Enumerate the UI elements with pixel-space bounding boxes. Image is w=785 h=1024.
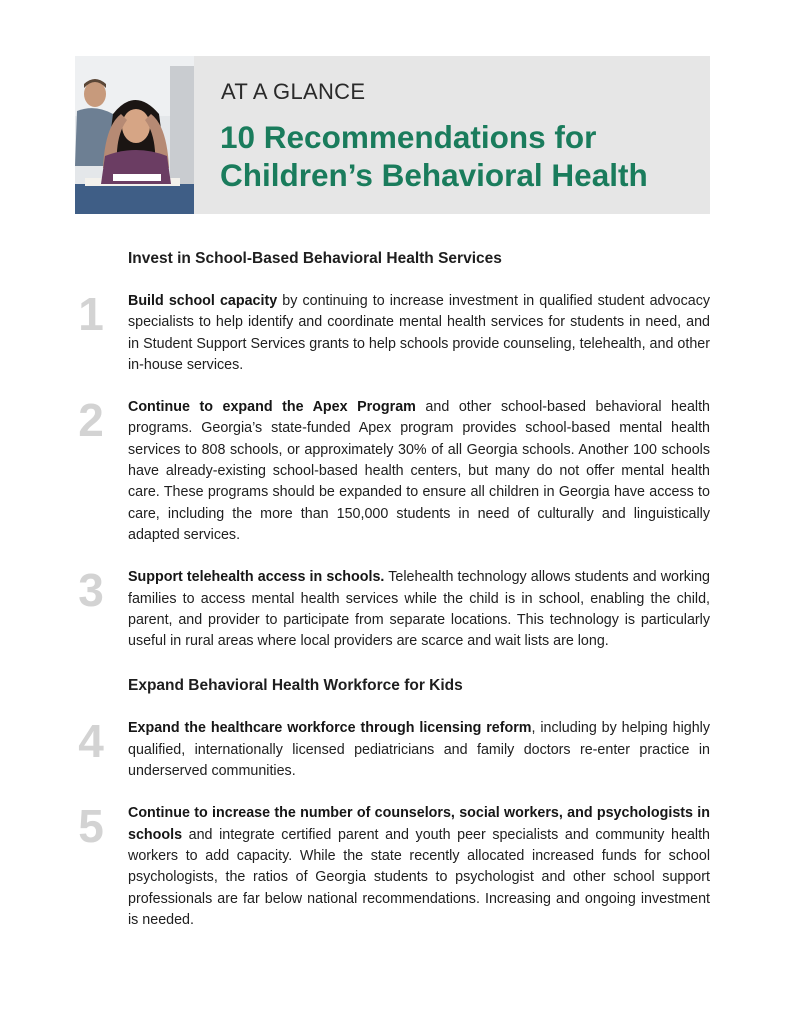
student-stress-photo	[75, 56, 194, 214]
section-heading-workforce: Expand Behavioral Health Workforce for Kids	[128, 677, 463, 695]
recommendation-lead: Support telehealth access in schools.	[128, 569, 385, 586]
recommendation-body: and integrate certified parent and youth peer specialists and community health workers to add capacity. While the state recently allocated increased funds for school psychologists, the ratios of Georgia students to psychologist and other school support professionals are far below national recommendations. Increasing and ongoing investment is needed.	[128, 826, 710, 928]
recommendation-lead: Build school capacity	[128, 293, 278, 309]
recommendation-body: , including by helping highly qualified, internationally licensed pediatricians and family doctors re-enter practice in underserved communities.	[128, 720, 710, 780]
recommendation-text	[128, 803, 710, 931]
recommendation-lead: Expand the healthcare workforce through licensing reform	[128, 720, 532, 737]
recommendation-item	[78, 288, 710, 376]
recommendation-item	[78, 800, 710, 931]
recommendation-text	[128, 567, 710, 652]
recommendation-item	[78, 394, 710, 546]
recommendation-lead: Continue to increase the number of counselors, social workers, and psychologists in schools	[128, 805, 710, 843]
recommendation-number: 5	[78, 800, 104, 853]
title-line-2: Children’s Behavioral Health	[220, 157, 648, 193]
recommendation-body: and other school-based behavioral health programs. Georgia’s state-funded Apex program provides school-based mental health services to 808 schools, or approximately 30% of all Georgia schools. Another 100 schools have already-existing school-based health centers, but many do not offer mental health care. These programs should be expanded to ensure all children in Georgia have access to care, including the more than 150,000 students in need of culturally and linguistically adapted services.	[128, 399, 710, 543]
recommendation-number: 3	[78, 564, 104, 617]
banner-kicker: AT A GLANCE	[221, 79, 366, 104]
recommendation-text	[128, 291, 710, 376]
recommendation-item	[78, 715, 710, 782]
page-title	[220, 118, 700, 194]
recommendation-lead: Continue to expand the Apex Program	[128, 399, 416, 416]
recommendation-number: 2	[78, 394, 104, 447]
recommendation-body: Telehealth technology allows students and working families to access mental health services while the child is in school, enabling the child, parent, and provider to participate from separate locations. This technology is particularly useful in rural areas where local providers are scarce and wait lists are long.	[128, 569, 710, 650]
recommendation-text	[128, 718, 710, 782]
recommendation-text	[128, 397, 710, 546]
recommendation-item	[78, 564, 710, 652]
section-heading-school-services: Invest in School-Based Behavioral Health Services	[128, 250, 502, 267]
title-line-1: 10 Recommendations for	[220, 119, 597, 155]
recommendation-body: by continuing to increase investment in qualified student advocacy specialists to help identify and coordinate mental health services for students in need, and in Student Support Services grants to help schools provide counseling, telehealth, and other in-house services.	[128, 293, 710, 373]
recommendations-content	[78, 248, 710, 952]
recommendation-number: 4	[78, 715, 104, 768]
header-banner	[75, 56, 710, 214]
recommendation-number: 1	[78, 288, 104, 340]
